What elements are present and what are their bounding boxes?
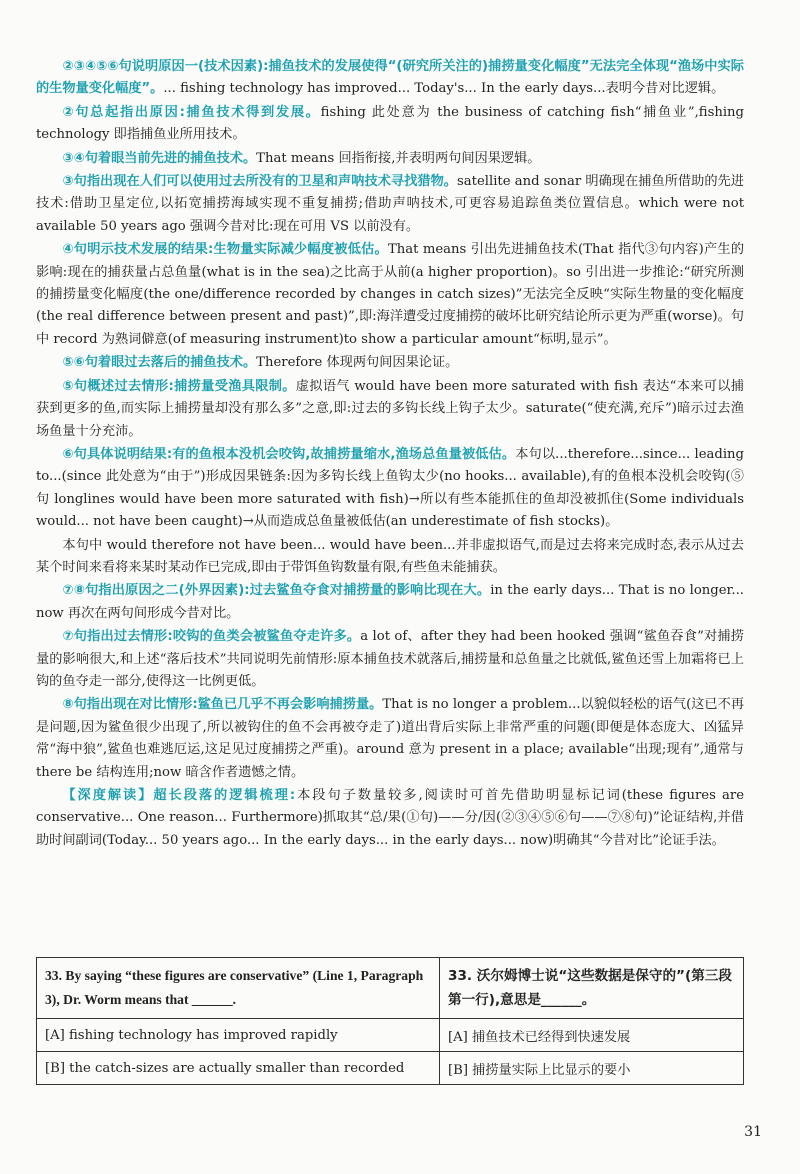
paragraph	[36, 444, 744, 534]
option-b-english: [B] the catch-sizes are actually smaller than recorded	[37, 1052, 440, 1085]
paragraph	[36, 56, 744, 101]
paragraph	[36, 171, 744, 238]
body-text: Therefore 体现两句间因果论证。	[256, 355, 459, 371]
paragraph	[36, 580, 744, 625]
highlight-text: ②句总起指出原因:捕鱼技术得到发展。	[62, 104, 321, 120]
paragraph	[36, 626, 744, 693]
body-text: That is no longer a problem...以貌似轻松的语气(这已不再是问题,因为鲨鱼很少出现了,所以被钩住的鱼不会再被夺走了)道出背后实际上非常严重的问题(即便是体态庞大、凶猛异常“海中狼”,鲨鱼也难逃厄运,这足见过度捕捞之严重)。around 意为 present in a place; available“出现;现有”,通常与 there be 结构连用;now 暗含作者遗憾之情。	[36, 697, 745, 780]
question-table	[36, 957, 744, 1085]
question-english: 33. By saying “these figures are conservative” (Line 1, Paragraph 3), Dr. Worm means that ______.	[37, 958, 440, 1019]
highlight-text: ⑦⑧句指出原因之二(外界因素):过去鲨鱼夺食对捕捞量的影响比现在大。	[62, 583, 491, 599]
body-text: ... fishing technology has improved... Today's... In the early days...表明今昔对比逻辑。	[163, 81, 725, 97]
body-text: That means 引出先进捕鱼技术(That 指代③句内容)产生的影响:现在的捕获量占总鱼量(what is in the sea)之比高于从前(a higher proportion)。so 引出进一步推论:“研究所测的捕捞量变化幅度(the one/difference recorded by changes in catch sizes)”无法完全反映“实际生物量的变化幅度(the real difference between present and past)”,即:海洋遭受过度捕捞的破坏比研究结论所示更为严重(worse)。句中 record 为熟词僻意(of measuring instrument)to show a particular amount“标明,显示”。	[36, 242, 745, 347]
body-text: satellite and sonar 明确现在捕鱼所借助的先进技术:借助卫星定位,以拓宽捕捞海域实现不重复捕捞;借助声呐技术,可更容易追踪鱼类位置信息。which were not available 50 years ago 强调今昔对比:现在可用 VS 以前没有。	[36, 174, 744, 234]
paragraph	[36, 785, 744, 852]
paragraph	[36, 148, 744, 170]
body-text: a lot of、after they had been hooked 强调“鲨鱼吞食”对捕捞量的影响很大,和上述“落后技术”共同说明先前情形:原本捕鱼技术就落后,捕捞量和总鱼量之比就低,鲨鱼还雪上加霜将已上钩的鱼夺走一部分,使得这一比例更低。	[36, 629, 744, 689]
option-row-a	[37, 1019, 744, 1052]
option-a-chinese: [A] 捕鱼技术已经得到快速发展	[439, 1019, 743, 1052]
paragraph	[36, 694, 744, 784]
paragraph	[36, 239, 744, 351]
option-row-b	[37, 1052, 744, 1085]
highlight-text: ③句指出现在人们可以使用过去所没有的卫星和声呐技术寻找猎物。	[62, 174, 458, 190]
body-text: 虚拟语气 would have been more saturated with fish 表达“本来可以捕获到更多的鱼,而实际上捕捞量却没有那么多”之意,即:过去的多钩长线上钩子太少。saturate(“使充满,充斥”)暗示过去渔场鱼量十分充沛。	[36, 378, 744, 439]
body-text: fishing 此处意为 the business of catching fish“捕鱼业”,fishing technology 即指捕鱼业所用技术。	[36, 104, 744, 143]
highlight-text: ③④句着眼当前先进的捕鱼技术。	[62, 150, 257, 166]
body-text: 本句中 would therefore not have been... would have been...并非虚拟语气,而是过去将来完成时态,表示从过去某个时间来看将来某时某动作已完成,即由于带饵鱼钩数量有限,有些鱼未能捕获。	[36, 537, 744, 575]
highlight-text: ⑤⑥句着眼过去落后的捕鱼技术。	[62, 355, 257, 371]
paragraph	[36, 352, 744, 374]
highlight-text: 【深度解读】超长段落的逻辑梳理:	[62, 788, 296, 803]
highlight-text: ⑧句指出现在对比情形:鲨鱼已几乎不再会影响捕捞量。	[62, 697, 383, 713]
highlight-text: ⑦句指出过去情形:咬钩的鱼类会被鲨鱼夺走许多。	[62, 629, 361, 645]
body-text: That means 回指衔接,并表明两句间因果逻辑。	[256, 150, 541, 166]
analysis-text	[36, 56, 744, 853]
page-number: 31	[744, 1124, 762, 1140]
highlight-text: ⑥句具体说明结果:有的鱼根本没机会咬钩,故捕捞量缩水,渔场总鱼量被低估。	[62, 446, 516, 462]
body-text: 本段句子数量较多,阅读时可首先借助明显标记词(these figures are conservative... One reason... Furthermore)抓取其“总/果(①句)——分/因(②③④⑤⑥句——⑦⑧句)”论证结构,并借助时间副词(Today... 50 years ago... In the early days... in the early days... now)明确其“今昔对比”论证手法。	[36, 788, 745, 848]
highlight-text: ⑤句概述过去情形:捕捞量受渔具限制。	[62, 378, 296, 394]
body-text: 本句以...therefore...since... leading to...(since 此处意为“由于”)形成因果链条:因为多钩长线上鱼钩太少(no hooks... available),有的鱼根本没机会咬钩(⑤句 longlines would have been more saturated with fish)→所以有些本能抓住的鱼却没被抓住(Some individuals would... not have been caught)→从而造成总鱼量被低估(an underestimate of fish stocks)。	[36, 446, 744, 530]
paragraph	[36, 535, 744, 580]
highlight-text: ②③④⑤⑥句说明原因一(技术因素):捕鱼技术的发展使得“(研究所关注的)捕捞量变化幅度”无法完全体现“渔场中实际的生物量变化幅度”。	[36, 59, 744, 97]
body-text: in the early days... That is no longer... now 再次在两句间形成今昔对比。	[36, 583, 744, 621]
option-b-chinese: [B] 捕捞量实际上比显示的要小	[439, 1052, 743, 1085]
paragraph	[36, 102, 744, 147]
option-a-english: [A] fishing technology has improved rapidly	[37, 1019, 440, 1052]
question-chinese: 33. 沃尔姆博士说“这些数据是保守的”(第三段第一行),意思是______。	[439, 958, 743, 1019]
highlight-text: ④句明示技术发展的结果:生物量实际减少幅度被低估。	[62, 242, 388, 258]
paragraph	[36, 376, 744, 443]
question-header-row	[37, 958, 744, 1019]
